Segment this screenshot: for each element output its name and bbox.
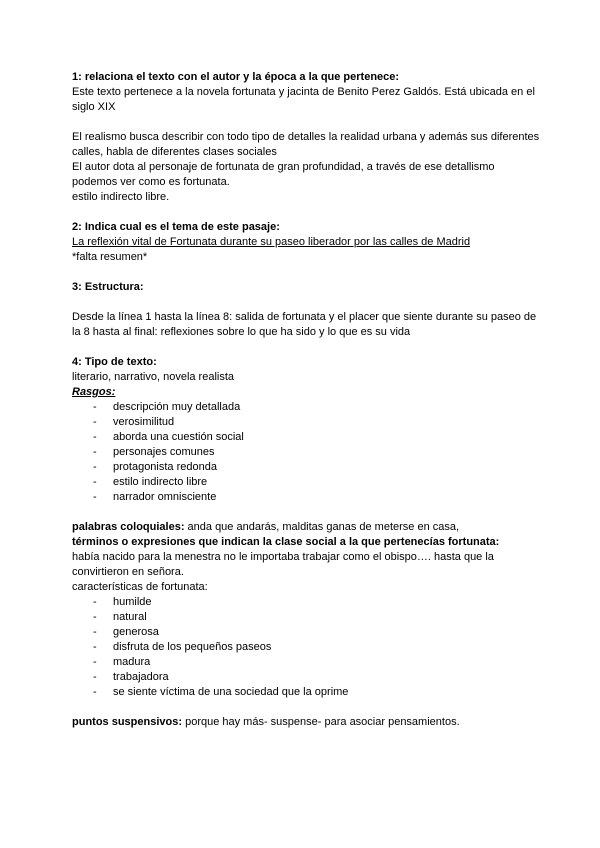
features-list — [72, 595, 542, 700]
rasgos-list — [72, 400, 542, 505]
list-item: - disfruta de los pequeños paseos — [93, 640, 542, 655]
list-item: - aborda una cuestión social — [93, 430, 542, 445]
social-class-heading: términos o expresiones que indican la clase social a la que pertenecías fortunata: — [72, 536, 500, 548]
colloquial-text: anda que andarás, malditas ganas de meterse en casa, — [184, 521, 460, 533]
section3-heading: 3: Estructura: — [72, 281, 144, 293]
section1-heading: 1: relaciona el texto con el autor y la época a la que pertenece: — [72, 71, 400, 83]
social-class-text: había nacido para la menestra no le importaba trabajar como el obispo…. hasta que la convirtieron en señora. — [72, 551, 494, 578]
list-item: - generosa — [93, 625, 542, 640]
section4-text-type: literario, narrativo, novela realista — [72, 371, 235, 383]
list-item: - descripción muy detallada — [93, 400, 542, 415]
list-item: - humilde — [93, 595, 542, 610]
list-item: - protagonista redonda — [93, 460, 542, 475]
list-item: - se siente víctima de una sociedad que la oprime — [93, 685, 542, 700]
list-item: - estilo indirecto libre — [93, 475, 542, 490]
section4-heading: 4: Tipo de texto: — [72, 356, 157, 368]
list-item: - verosimilitud — [93, 415, 542, 430]
section3-paragraph: Desde la línea 1 hasta la línea 8: salida de fortunata y el placer que siente durante su paseo de la 8 hasta al final: reflexiones sobre lo que ha sido y lo que es su vida — [72, 311, 537, 338]
section2-heading: 2: Indica cual es el tema de este pasaje: — [72, 221, 280, 233]
features-label: características de fortunata: — [72, 581, 208, 593]
ellipsis-line — [72, 715, 542, 730]
section1-paragraph-2: El realismo busca describir con todo tipo de detalles la realidad urbana y además sus diferentes calles, habla de diferentes clases sociales — [72, 131, 540, 158]
section1-paragraph-1: Este texto pertenece a la novela fortunata y jacinta de Benito Perez Galdós. Está ubicada en el siglo XIX — [72, 86, 535, 113]
list-item: - natural — [93, 610, 542, 625]
ellipsis-text: porque hay más- suspense- para asociar pensamientos. — [182, 716, 460, 728]
section1-paragraph-4: estilo indirecto libre. — [72, 191, 170, 203]
list-item: - narrador omnisciente — [93, 490, 542, 505]
colloquial-label: palabras coloquiales: — [72, 521, 185, 533]
list-item: - madura — [93, 655, 542, 670]
section4-rasgos-label: Rasgos: — [72, 386, 116, 398]
section1-paragraph-3: El autor dota al personaje de fortunata de gran profundidad, a través de ese detallismo podemos ver como es fortunata. — [72, 161, 495, 188]
ellipsis-label: puntos suspensivos: — [72, 716, 183, 728]
document-content — [72, 70, 542, 730]
section2-theme: La reflexión vital de Fortunata durante su paseo liberador por las calles de Madrid — [72, 236, 471, 248]
section2-note: *falta resumen* — [72, 251, 148, 263]
list-item: - trabajadora — [93, 670, 542, 685]
colloquial-words-line — [72, 520, 542, 535]
list-item: - personajes comunes — [93, 445, 542, 460]
